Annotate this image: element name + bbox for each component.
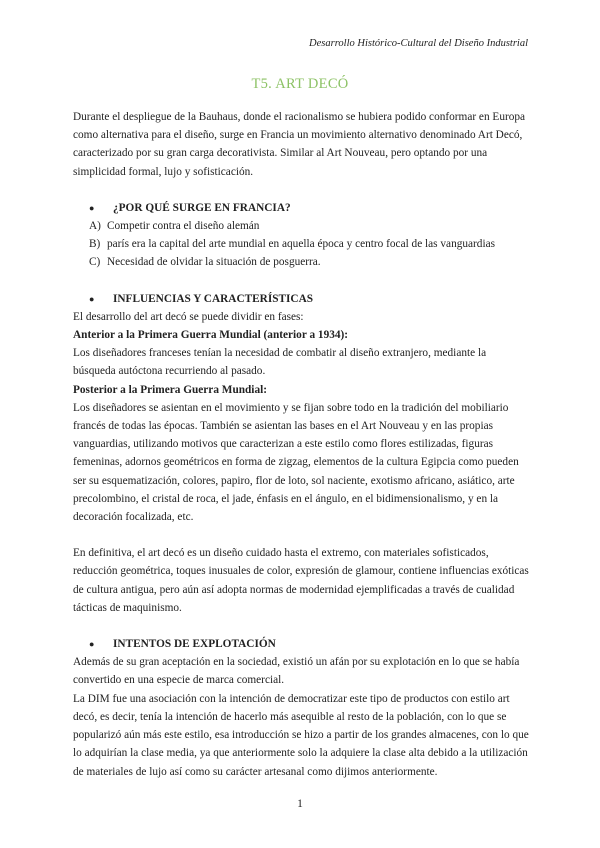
page-number: 1 <box>297 798 303 810</box>
page-title: T5. ART DECÓ <box>251 76 349 92</box>
bullet-icon: ● <box>89 202 95 213</box>
list-item <box>73 253 531 271</box>
phase-after-text: Los diseñadores se asientan en el movimiento y se fijan sobre todo en la tradición del mobiliario francés de todas las épocas. También se asientan las bases en el Art Nouveau y en las propias vanguardias, utilizando motivos que caracterizan a este estilo como flores estilizadas, figuras femeninas, adornos geométricos en forma de zigzag, elementos de la cultura Egipcia como pueden ser su esquematización, colores, papiro, flor de loto, sol naciente, exotismo africano, asiático, arte precolombino, el cristal de roca, el jade, énfasis en el ángulo, en el bidimensionalismo, y en la decoración focalizada, etc. <box>73 401 519 524</box>
bullet-icon: ● <box>89 293 95 304</box>
section-heading-exploitation <box>73 635 531 653</box>
document-body <box>73 108 531 781</box>
running-header: Desarrollo Histórico-Cultural del Diseño Industrial <box>309 38 528 49</box>
phase-heading-after: Posterior a la Primera Guerra Mundial: <box>73 383 267 396</box>
list-marker: B) <box>89 238 101 251</box>
section-heading-influences <box>73 290 531 308</box>
list-item <box>73 217 531 235</box>
list-marker: C) <box>89 256 101 269</box>
phase-before-text: Los diseñadores franceses tenían la necesidad de combatir al diseño extranjero, mediante la búsqueda autóctona recurriendo al pasado. <box>73 347 487 378</box>
phase-heading-before: Anterior a la Primera Guerra Mundial (anterior a 1934): <box>73 329 349 342</box>
exploitation-paragraph-2: La DIM fue una asociación con la intención de democratizar este tipo de productos con estilo art decó, es decir, tenía la intención de hacerlo más asequible al resto de la población, con lo que se popularizó aún más este estilo, esa introducción se hizo a partir de los grandes almacenes, con lo que lo adquirían la clase media, ya que anteriormente solo la adquiere la clase alta debido a la utilización de materiales de lujo así como su carácter artesanal como dijimos anteriormente. <box>73 692 529 778</box>
list-item-text: parís era la capital del arte mundial en aquella época y centro focal de las vanguardias <box>107 238 495 251</box>
influences-lead: El desarrollo del art decó se puede dividir en fases: <box>73 310 304 323</box>
list-item-text: Competir contra el diseño alemán <box>107 220 260 233</box>
reasons-list <box>73 217 531 272</box>
section-heading-text: INFLUENCIAS Y CARACTERÍSTICAS <box>113 292 314 305</box>
section-heading-text: INTENTOS DE EXPLOTACIÓN <box>113 638 276 651</box>
section-heading-text: ¿POR QUÉ SURGE EN FRANCIA? <box>113 201 291 214</box>
list-marker: A) <box>89 220 101 233</box>
list-item-text: Necesidad de olvidar la situación de posguerra. <box>107 256 321 269</box>
exploitation-paragraph-1: Además de su gran aceptación en la sociedad, existió un afán por su explotación en lo que se había convertido en una especie de marca comercial. <box>73 656 520 687</box>
section-heading-why-france <box>73 199 531 217</box>
intro-paragraph: Durante el despliegue de la Bauhaus, donde el racionalismo se hubiera podido conformar en Europa como alternativa para el diseño, surge en Francia un movimiento alternativo denominado Art Decó, caracterizado por su gran carga decorativista. Similar al Art Nouveau, pero optando por una simplicidad formal, lujo y sofisticación. <box>73 111 526 178</box>
list-item <box>73 235 531 253</box>
conclusion-paragraph: En definitiva, el art decó es un diseño cuidado hasta el extremo, con materiales sofisticados, reducción geométrica, toques inusuales de color, expresión de glamour, contiene influencias exóticas de cultura antigua, pero aún así adopta normas de modernidad ejemplificadas a través de cualidad tácticas de maquinismo. <box>73 547 529 614</box>
bullet-icon: ● <box>89 639 95 650</box>
